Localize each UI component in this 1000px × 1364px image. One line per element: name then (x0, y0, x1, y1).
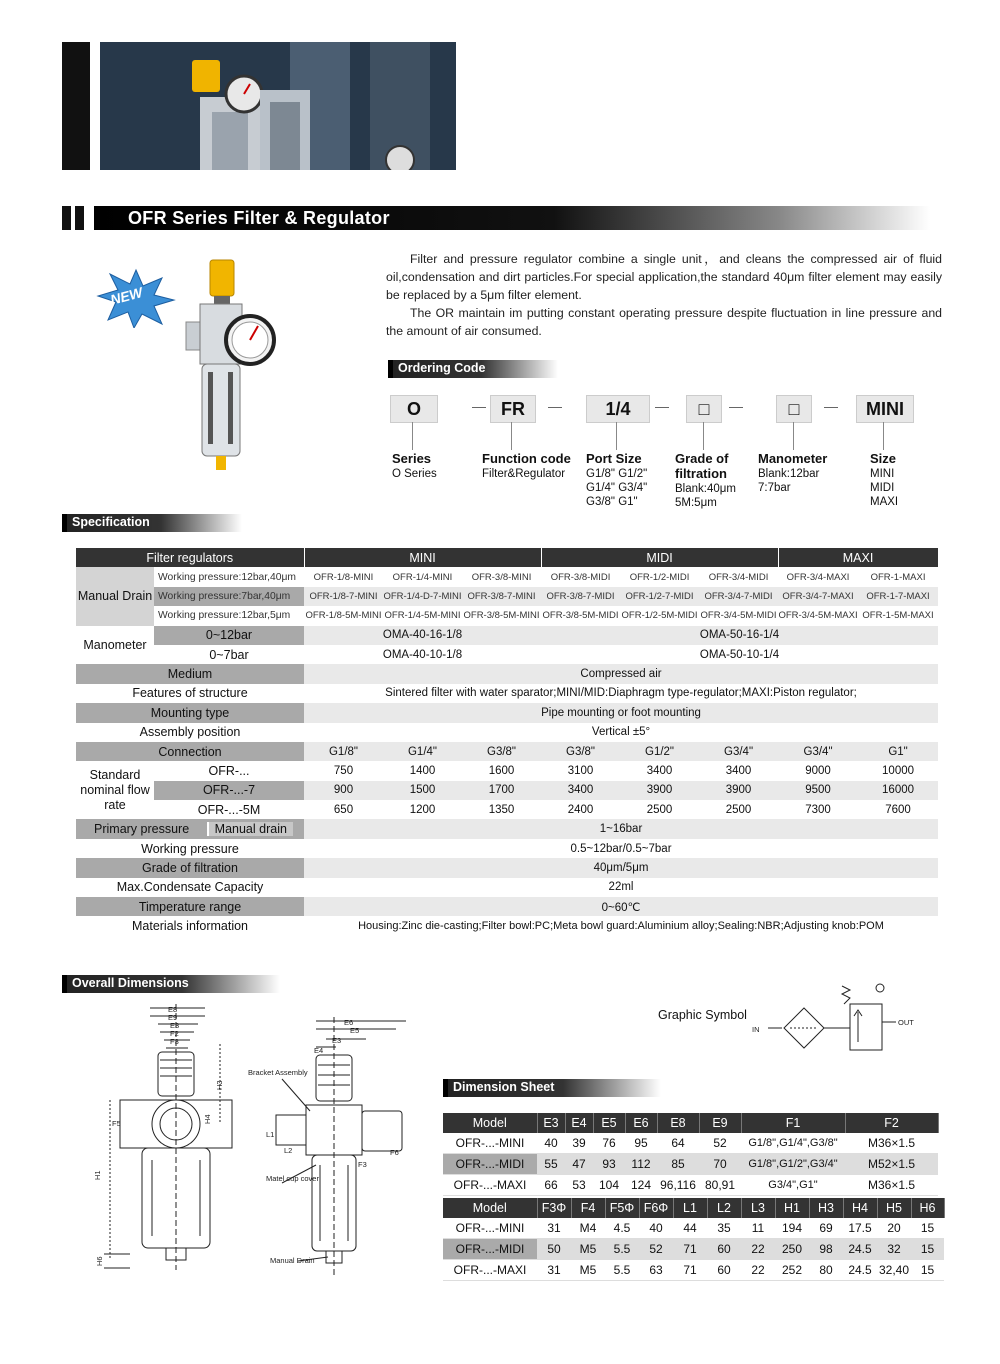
matel-cup-label: Matel cup cover (266, 1174, 319, 1183)
svg-text:H1: H1 (93, 1170, 102, 1180)
intro-paragraph-1: Filter and pressure regulator combine a single unit，and cleans the compressed air of fluid oil,condensation and dirt particles.For special application,the standard 40μm filter element may easily be replaced by a 5μm filter element. (386, 252, 942, 302)
svg-text:F3: F3 (358, 1160, 367, 1169)
symbol-out-label: OUT (898, 1018, 914, 1027)
svg-text:F6: F6 (390, 1148, 399, 1157)
oc-label-series: Series O Series (392, 451, 437, 480)
spec-group-maxi: MAXI (778, 548, 938, 567)
spec-group-mini: MINI (304, 548, 541, 567)
specification-heading: Specification (62, 514, 242, 532)
oc-label-function: Function code Filter&Regulator (482, 451, 571, 480)
svg-text:H4: H4 (203, 1114, 212, 1124)
svg-text:L2: L2 (284, 1146, 293, 1155)
graphic-symbol-label: Graphic Symbol (658, 1008, 747, 1022)
header-black-bar (62, 42, 90, 170)
spec-manometer: Manometer (76, 626, 154, 665)
table-row: OFR-...-MIDI 55 47 93 112 85 70 G1/8",G1/2",G3/4" M52×1.5 (443, 1154, 938, 1175)
oc-box-series: O (390, 395, 438, 423)
page-title: OFR Series Filter & Regulator (128, 208, 390, 228)
dimension-table-2: Model F3Φ F4 F5Φ F6Φ L1 L2 L3 H1 H3 H4 H5 H6 OFR-...-MINI 31 M4 4.5 40 44 35 11 194 69 17.5 20 15 OFR-...-MIDI 50 M5 5.5 52 71 60 22 250 98 24.5 32 15 OFR-...-MAXI 31 M5 5.5 63 71 60 22 252 80 24.5 32,40 15 (443, 1198, 945, 1281)
table-row: OFR-...-MINI 40 39 76 95 64 52 G1/8",G1/4",G3/8" M36×1.5 (443, 1133, 938, 1154)
spec-primary-pressure: Primary pressure Manual drain (76, 819, 304, 838)
header-photo-illustration (100, 42, 456, 170)
oc-box-function: FR (490, 395, 536, 423)
svg-text:H3: H3 (215, 1080, 224, 1090)
svg-text:L1: L1 (266, 1130, 275, 1139)
intro-text (386, 250, 942, 340)
ordering-code-heading: Ordering Code (388, 360, 558, 378)
table-row: OFR-...-MAXI 31 M5 5.5 63 71 60 22 252 80 24.5 32,40 15 (443, 1260, 944, 1281)
svg-text:E6: E6 (344, 1018, 354, 1027)
svg-text:E5: E5 (350, 1026, 360, 1035)
oc-box-grade: □ (686, 395, 722, 423)
graphic-symbol (750, 982, 930, 1054)
header-product-photo (100, 42, 456, 170)
oc-box-manometer: □ (776, 395, 812, 423)
product-image (180, 258, 280, 483)
spec-group-midi: MIDI (541, 548, 778, 567)
svg-text:E3: E3 (170, 1021, 180, 1030)
table-row: OFR-...-MAXI 66 53 104 124 96,116 80,91 G3/4",G1" M36×1.5 (443, 1175, 938, 1196)
spec-col-header: Filter regulators (76, 548, 304, 567)
specification-table: Filter regulators MINI MIDI MAXI Manual Drain Working pressure:12bar,40μm OFR-1/8-MINI OFR-1/4-MINI OFR-3/8-MINI OFR-3/8-MIDI OFR-1/2-MIDI OFR-3/4-MIDI OFR-3/4-MAXI OFR-1-MAXI Working pressure:7bar,40μm OFR-1/8-7-MINI OFR-1/4-D-7-MINI OFR-3/8-7-MINI OFR-3/8-7-MIDI OFR-1/2-7-MIDI OFR-3/4-7-MIDI OFR-3/4-7-MAXI OFR-1-7-MAXI Working pressure:12bar,5μm OFR-1/8-5M-MINI OFR-1/4-5M-MINI OFR-3/8-5M-MINI OFR-3/8-5M-MIDI OFR-1/2-5M-MIDI OFR-3/4-5M-MIDI OFR-3/4-5M-MAXI OFR-1-5M-MAXI Manometer 0~12bar OMA-40-16-1/8 OMA-50-16-1/4 0~7bar OMA-40-10-1/8 OMA-50-10-1/4 Medium Compressed air Features of structure Sintered filter with water sparator;MINI/MID:Diaphragm type-regulator;MAXI:Piston regulator; Mounting type Pipe mounting or foot mounting Assembly position Vertical ±5° Connection G1/8" G1/4" G3/8" G3/8" G1/2" G3/4" G3/4" G1" Standard nominal flow rate OFR-... 750 1400 1600 3100 3400 3400 9000 10000 OFR-...-7 900 1500 1700 3400 3900 3900 9500 16000 OFR-...-5M 650 1200 1350 2400 2500 2500 7300 7600 Primary pressure Manual drain 1~16bar Working pressure 0.5~12bar/0.5~7bar Grade of filtration 40μm/5μm Max.Condensate Capacity 22ml Timperature range 0~60℃ Materials information Housing:Zinc die-casting;Filter bowl:PC;Meta bowl guard:Aluminium alloy;Sealing:NBR;Adjusting knob:POM (76, 548, 939, 936)
dimension-table-1: Model E3 E4 E5 E6 E8 E9 F1 F2 OFR-...-MINI 40 39 76 95 64 52 G1/8",G1/4",G3/8" M36×1.5 OFR-...-MIDI 55 47 93 112 85 70 G1/8",G1/2",G3/4" M52×1.5 OFR-...-MAXI 66 53 104 124 96,116 80,91 G3/4",G1" M36×1.5 (443, 1113, 939, 1196)
spec-flow-label: Standard nominal flow rate (80, 767, 150, 812)
front-view-drawing (90, 1000, 240, 1285)
side-view-drawing (246, 1015, 426, 1280)
svg-text:F5: F5 (112, 1119, 121, 1128)
table-row: OFR-...-MINI 31 M4 4.5 40 44 35 11 194 69 17.5 20 15 (443, 1218, 944, 1239)
bracket-assembly-label: Bracket Assembly (248, 1068, 308, 1077)
svg-text:F3: F3 (170, 1037, 179, 1046)
oc-label-manometer: Manometer Blank:12bar 7:7bar (758, 451, 828, 494)
svg-text:H6: H6 (95, 1256, 104, 1266)
svg-text:E9: E9 (168, 1013, 178, 1022)
intro-paragraph-2: The OR maintain im putting constant operating pressure despite fluctuation in line pressure and the amount of air consumed. (386, 306, 942, 338)
oc-box-port: 1/4 (586, 395, 650, 423)
new-badge (96, 268, 176, 328)
symbol-in-label: IN (752, 1025, 760, 1034)
title-band (62, 206, 930, 230)
svg-text:F2: F2 (170, 1029, 179, 1038)
dimension-sheet-heading: Dimension Sheet (443, 1079, 661, 1097)
table-row: OFR-...-MIDI 50 M5 5.5 52 71 60 22 250 98 24.5 32 15 (443, 1239, 944, 1260)
new-badge-text: NEW (108, 284, 145, 308)
oc-box-size: MINI (856, 395, 914, 423)
manual-drain-label: Manual Drain (270, 1256, 315, 1265)
oc-label-grade: Grade of filtration Blank:40μm 5M:5μm (675, 451, 736, 509)
overall-dimensions-heading: Overall Dimensions (62, 975, 280, 993)
oc-label-size: Size MINI MIDI MAXI (870, 451, 899, 508)
svg-text:E3: E3 (332, 1036, 342, 1045)
spec-manual-drain: Manual Drain (76, 567, 154, 625)
oc-label-port: Port Size G1/8" G1/2" G1/4" G3/4" G3/8" G1" (586, 451, 648, 508)
svg-text:E8: E8 (168, 1005, 178, 1014)
svg-text:E4: E4 (314, 1046, 324, 1055)
